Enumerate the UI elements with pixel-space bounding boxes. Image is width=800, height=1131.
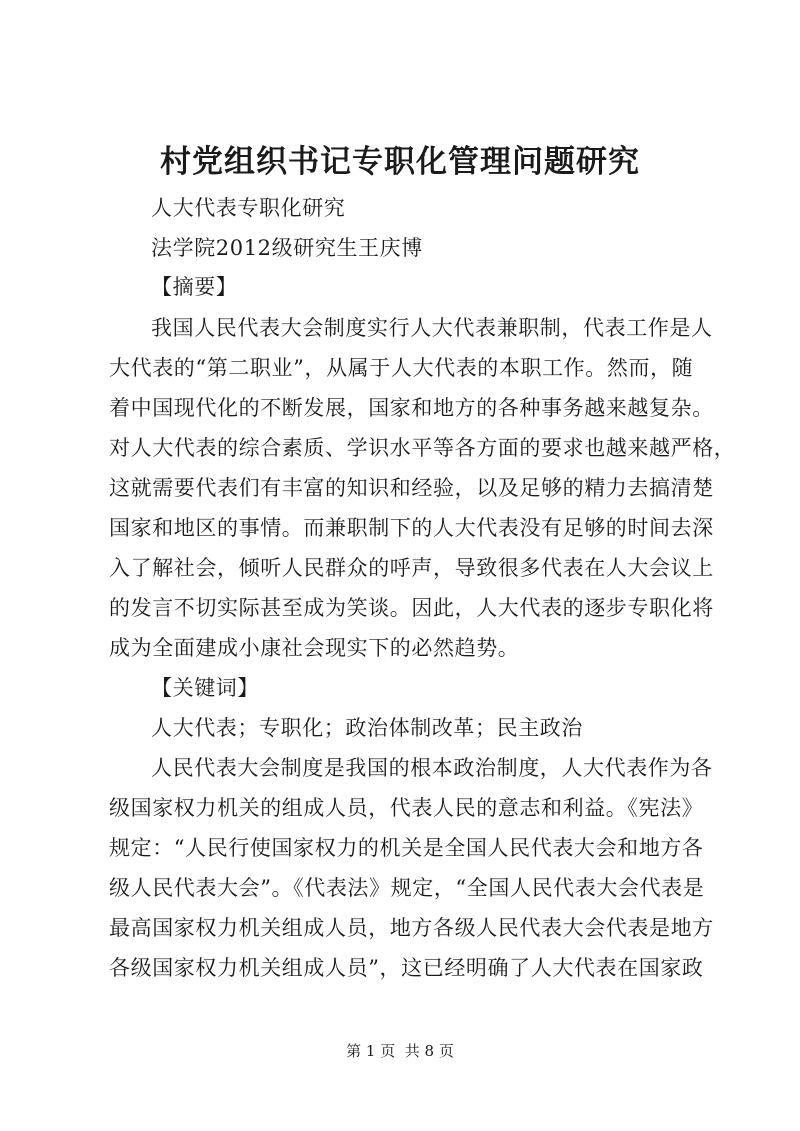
abstract-line: 的发言不切实际甚至成为笑谈。因此，人大代表的逐步专职化将 [109, 596, 714, 620]
page-number: 第 1 页 共 8 页 [346, 1042, 454, 1060]
body-line: 各级国家权力机关组成人员”，这已经明确了人大代表在国家政 [109, 956, 704, 980]
abstract-line: 入了解社会，倾听人民群众的呼声，导致很多代表在人大会议上 [109, 556, 714, 580]
abstract-heading: 【摘要】 [151, 275, 238, 299]
subtitle: 人大代表专职化研究 [151, 196, 346, 220]
abstract-line: 着中国现代化的不断发展，国家和地方的各种事务越来越复杂。 [109, 396, 714, 420]
abstract-line: 我国人民代表大会制度实行人大代表兼职制，代表工作是人 [151, 316, 713, 340]
body-line: 级国家权力机关的组成人员，代表人民的意志和利益。《宪法》 [109, 796, 704, 820]
body-line: 人民代表大会制度是我国的根本政治制度，人大代表作为各 [151, 756, 713, 780]
body-line: 规定：“人民行使国家权力的机关是全国人民代表大会和地方各 [109, 836, 704, 860]
keywords-heading: 【关键词】 [151, 676, 259, 700]
abstract-line: 成为全面建成小康社会现实下的必然趋势。 [109, 636, 520, 660]
document-title: 村党组织书记专职化管理问题研究 [160, 144, 640, 180]
keywords-list: 人大代表；专职化；政治体制改革；民主政治 [151, 716, 583, 740]
abstract-line: 国家和地区的事情。而兼职制下的人大代表没有足够的时间去深 [109, 516, 714, 540]
abstract-line: 大代表的“第二职业”，从属于人大代表的本职工作。然而，随 [109, 356, 694, 380]
body-line: 最高国家权力机关组成人员，地方各级人民代表大会代表是地方 [109, 916, 714, 940]
abstract-line: 这就需要代表们有丰富的知识和经验，以及足够的精力去搞清楚 [109, 476, 714, 500]
abstract-line: 对人大代表的综合素质、学识水平等各方面的要求也越来越严格， [109, 436, 736, 460]
body-line: 级人民代表大会”。《代表法》规定，“全国人民代表大会代表是 [109, 876, 705, 900]
author-line: 法学院2012级研究生王庆博 [151, 236, 423, 260]
